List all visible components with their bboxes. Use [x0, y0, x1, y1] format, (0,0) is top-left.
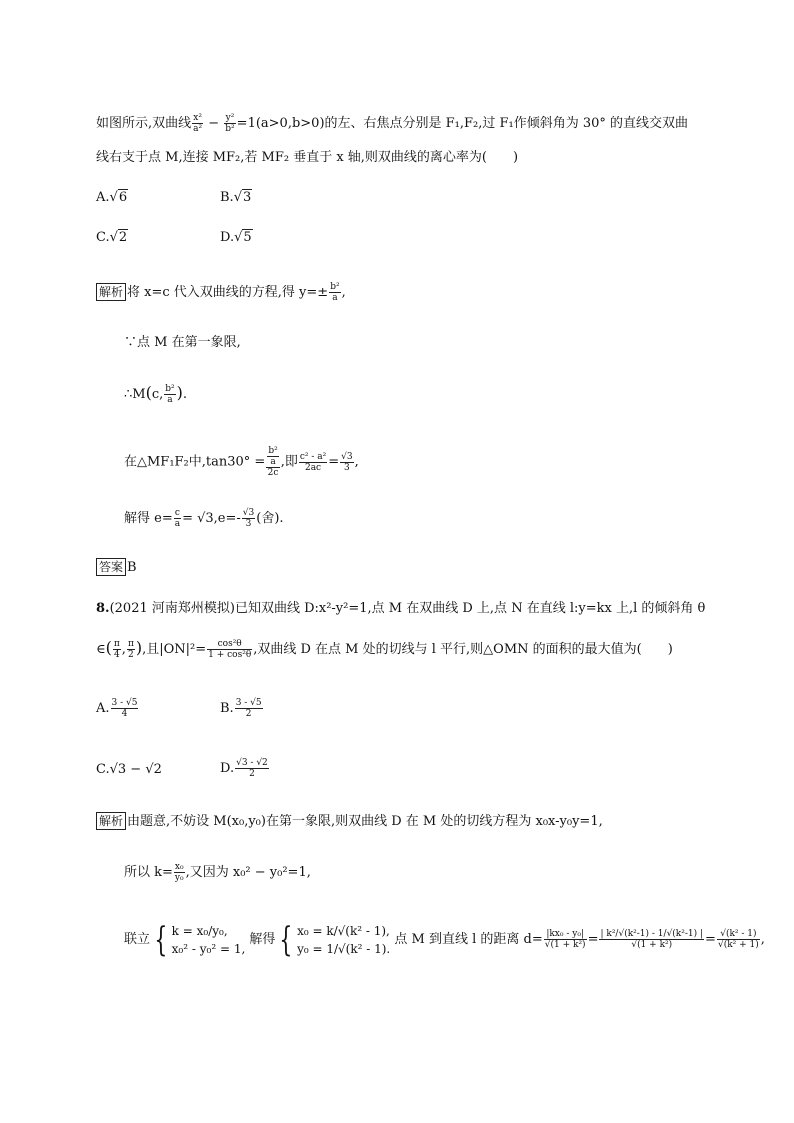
q7-option-a: A.√6 [96, 190, 128, 205]
q8-analysis-line1: 解析 由题意,不妨设 M(x₀,y₀)在第一象限,则双曲线 D 在 M 处的切线方程为 x₀x-y₀y=1, [96, 812, 603, 832]
q7-analysis-line3: ∴M(c, $\frac{\text{b²}}{a}$ ). [124, 383, 188, 405]
q8-analysis-line3: 联立 { k = x₀/y₀, x₀² - y₀² = 1, 解得 { x₀ = k/√(k² - 1), y₀ = 1/√(k² - 1). 点 M 到直线 l 的距离 d= $\frac{\text{|kx₀ - y₀|}}{\text{√(1 + k²)}}$ = $\frac{\text{| k²/√(k²-1) - 1/√(k²-1) |}}{\text{√(1 + k²)}}$ = $\frac{\text{√(k² - 1)}}{\text{√(k² + 1)}}$ , [124, 919, 765, 960]
q8-analysis-line2: 所以 k= $\frac{\text{x₀}}{\text{y₀}}$ ,又因为 x₀² − y₀²=1, [124, 862, 311, 883]
answer-tag: 答案 [96, 558, 126, 576]
analysis-tag: 解析 [96, 812, 126, 830]
q7-stem-text: 如图所示,双曲线 [96, 116, 192, 131]
q8-stem-line1: 8.(2021 河南郑州模拟)已知双曲线 D:x²-y²=1,点 M 在双曲线 D 上,点 N 在直线 l:y=kx 上,l 的倾斜角 θ [96, 601, 706, 616]
q7-analysis-line5: 解得 e= $\frac{c}{a}$ = √3,e=- $\frac{√3}{3}$ (舍). [124, 508, 284, 529]
q7-analysis-line1: 解析 将 x=c 代入双曲线的方程,得 y=± $\frac{\text{b²}}{a}$ , [96, 282, 346, 303]
q8-option-a: A. $\frac{3 - √5}{4}$ [96, 698, 138, 719]
q7-stem-line1: 如图所示,双曲线 $\frac{\text{x²}}{\text{a²}}$ − $\frac{\text{y²}}{\text{b²}}$ =1(a>0,b>0)的左、右焦点分别是 F₁,F₂,过 F₁作倾斜角为 30° 的直线交双曲 [96, 113, 689, 134]
q7-option-b: B.√3 [220, 190, 252, 205]
q7-option-c: C.√2 [96, 230, 128, 245]
q8-option-d: D. $\frac{√3 - √2}{2}$ [220, 758, 268, 779]
q7-option-d: D.√5 [220, 230, 252, 245]
q8-stem-line2: ∈( $\frac{\pi}{4}$ , $\frac{\pi}{2}$ ),且|ON|²= $\frac{\text{cos²θ}}{\text{1 + cos²θ}}$ ,双曲线 D 在点 M 处的切线与 l 平行,则△OMN 的面积的最大值为( ) [96, 638, 673, 660]
q7-stem-line2: 线右支于点 M,连接 MF₂,若 MF₂ 垂直于 x 轴,则双曲线的离心率为( ) [96, 150, 519, 165]
q8-option-b: B. $\frac{3 - √5}{2}$ [220, 698, 262, 719]
answer-value: B [127, 560, 137, 575]
analysis-tag: 解析 [96, 283, 126, 301]
q7-analysis-line2: ∵点 M 在第一象限, [124, 335, 241, 350]
q7-fraction-x: $\frac{\text{x²}}{\text{a²}}$ [193, 113, 203, 134]
q8-option-c: C.√3 − √2 [96, 762, 162, 777]
q7-analysis-line4: 在△MF₁F₂中,tan30° = $\frac{\frac{\text{b²}}{a}}{2c}$ ,即 $\frac{\text{c² - a²}}{2ac}$ = $\frac{√3}{3}$ , [124, 446, 359, 478]
q8-number: 8. [96, 601, 110, 616]
q7-fraction-y: $\frac{\text{y²}}{\text{b²}}$ [225, 113, 235, 134]
q7-answer [96, 558, 137, 578]
